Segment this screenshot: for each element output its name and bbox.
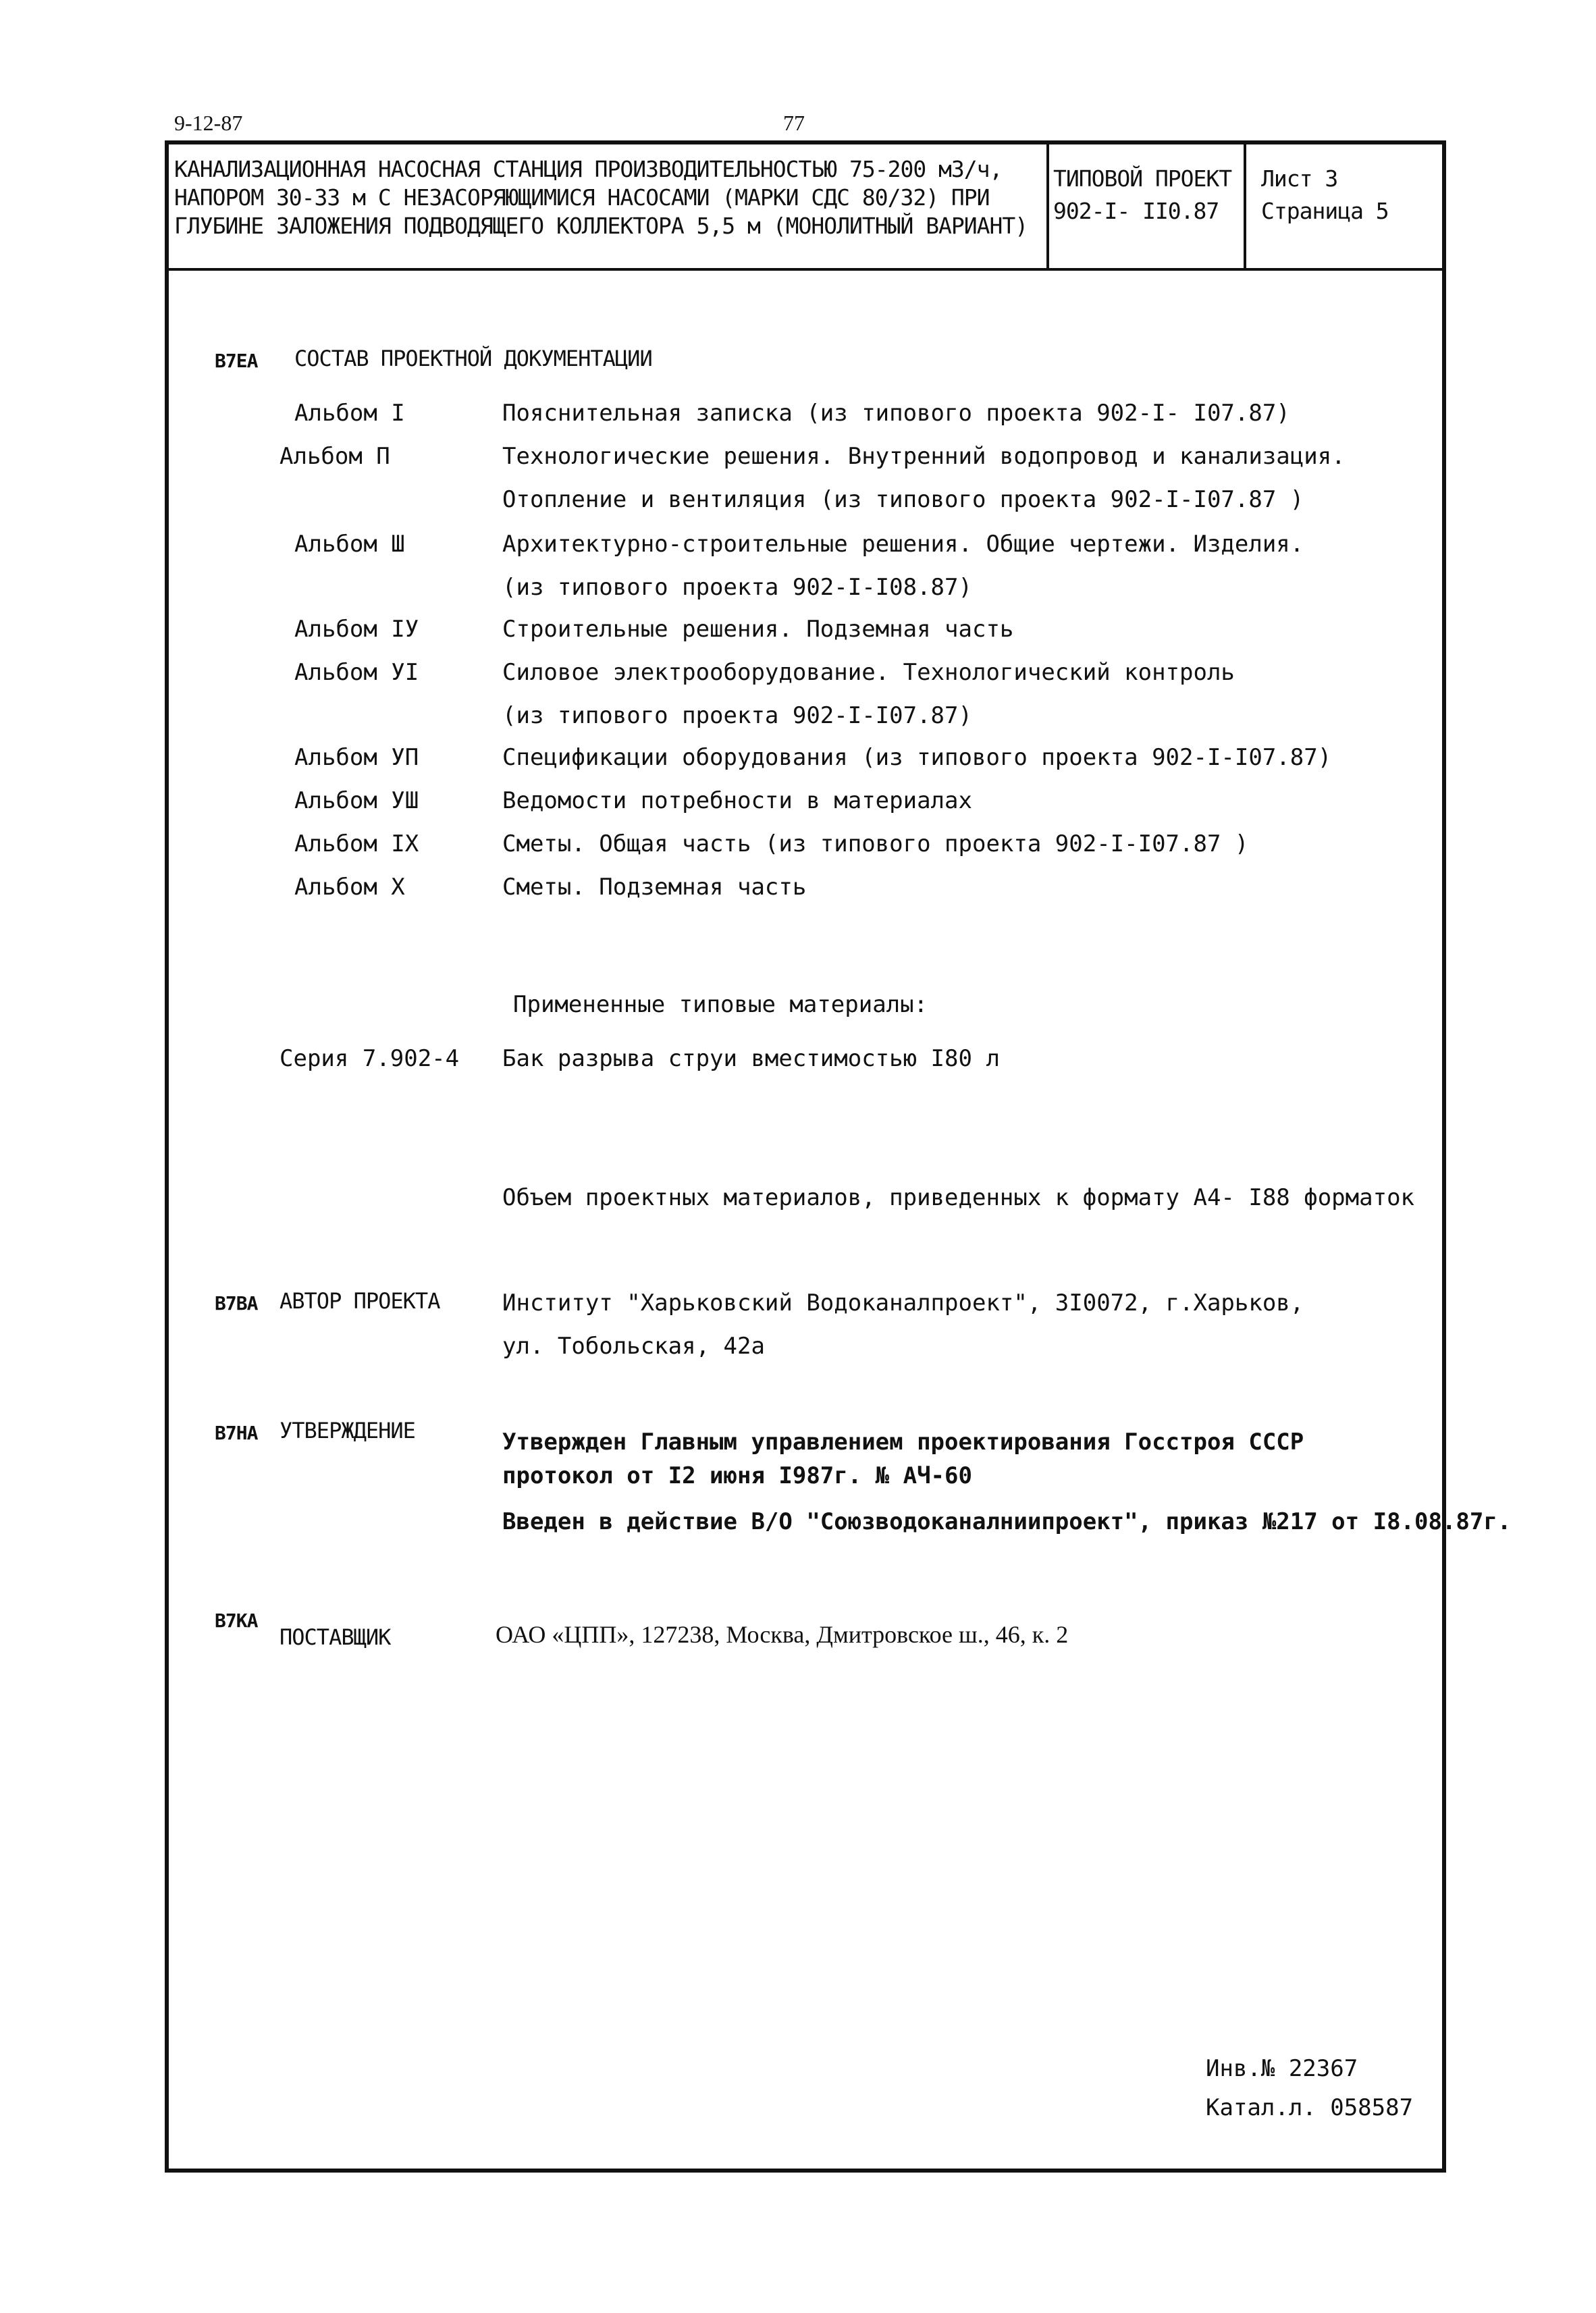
album-description: Сметы. Подземная часть — [502, 874, 807, 901]
author-line: Институт "Харьковский Водоканалпроект", 3I0072, г.Харьков, — [502, 1290, 1304, 1317]
series-label: Серия 7.902-4 — [280, 1045, 460, 1072]
sheet-number: Лист 3 — [1261, 165, 1338, 192]
album-description: Строительные решения. Подземная часть — [502, 616, 1014, 643]
approval-line: Введен в действие В/О "Союзводоканалниипроект", приказ №217 от I8.08.87г. — [502, 1508, 1512, 1535]
project-title-line: КАНАЛИЗАЦИОННАЯ НАСОСНАЯ СТАНЦИЯ ПРОИЗВОДИТЕЛЬНОСТЬЮ 75-200 м3/ч, — [174, 156, 1003, 182]
supplier-address: ОАО «ЦПП», 127238, Москва, Дмитровское ш., 46, к. 2 — [496, 1621, 1069, 1648]
page-number: 77 — [783, 111, 805, 135]
album-description: Спецификации оборудования (из типового проекта 902-I-I07.87) — [502, 744, 1332, 771]
supplier-code: В7КА — [215, 1610, 258, 1632]
album-label: Альбом УП — [294, 744, 419, 771]
album-label: Альбом УI — [294, 659, 419, 686]
title-divider — [1046, 140, 1049, 271]
project-title-line: ГЛУБИНЕ ЗАЛОЖЕНИЯ ПОДВОДЯЩЕГО КОЛЛЕКТОРА 5,5 м (МОНОЛИТНЫЙ ВАРИАНТ) — [174, 213, 1028, 239]
page-reference: Страница 5 — [1261, 198, 1389, 224]
author-line: ул. Тобольская, 42а — [502, 1333, 765, 1360]
catalog-number: Катал.л. 058587 — [1206, 2094, 1414, 2121]
album-description: (из типового проекта 902-I-I07.87) — [502, 702, 972, 729]
project-title — [174, 155, 1028, 240]
album-description: Архитектурно-строительные решения. Общие чертежи. Изделия. — [502, 531, 1304, 558]
supplier-title: ПОСТАВЩИК — [280, 1624, 391, 1650]
approval-code: В7НА — [215, 1422, 258, 1444]
album-label: Альбом УШ — [294, 787, 419, 814]
section-title: СОСТАВ ПРОЕКТНОЙ ДОКУМЕНТАЦИИ — [294, 346, 652, 371]
album-description: Ведомости потребности в материалах — [502, 787, 972, 814]
volume-note: Объем проектных материалов, приведенных к формату А4- I88 форматок — [502, 1184, 1415, 1211]
album-label: Альбом X — [294, 874, 405, 901]
section-code: В7ЕА — [215, 350, 258, 372]
approval-line: Утвержден Главным управлением проектирования Госстроя СССР — [502, 1429, 1304, 1456]
series-description: Бак разрыва струи вместимостью I80 л — [502, 1045, 1000, 1072]
author-title: АВТОР ПРОЕКТА — [280, 1288, 440, 1314]
title-divider — [1244, 140, 1246, 271]
document-code: 9-12-87 — [174, 111, 243, 135]
album-description: Силовое электрооборудование. Технологический контроль — [502, 659, 1235, 686]
album-label: Альбом IУ — [294, 616, 419, 643]
approval-title: УТВЕРЖДЕНИЕ — [280, 1418, 415, 1443]
album-description: Технологические решения. Внутренний водопровод и канализация. — [502, 443, 1346, 470]
album-description: Отопление и вентиляция (из типового проекта 902-I-I07.87 ) — [502, 486, 1304, 513]
author-code: В7ВА — [215, 1292, 258, 1314]
project-title-line: НАПОРОМ 30-33 м С НЕЗАСОРЯЮЩИМИСЯ НАСОСАМИ (МАРКИ СДС 80/32) ПРИ — [174, 184, 990, 211]
album-description: Пояснительная записка (из типового проекта 902-I- I07.87) — [502, 400, 1290, 427]
album-label: Альбом П — [280, 443, 390, 470]
album-description: (из типового проекта 902-I-I08.87) — [502, 574, 972, 601]
album-label: Альбом Ш — [294, 531, 405, 558]
album-label: Альбом IX — [294, 830, 419, 857]
inventory-number: Инв.№ 22367 — [1206, 2055, 1358, 2082]
project-label: ТИПОВОЙ ПРОЕКТ — [1053, 165, 1232, 192]
materials-heading: Примененные типовые материалы: — [513, 991, 928, 1018]
album-label: Альбом I — [294, 400, 405, 427]
album-description: Сметы. Общая часть (из типового проекта 902-I-I07.87 ) — [502, 830, 1249, 857]
approval-line: протокол от I2 июня I987г. № АЧ-60 — [502, 1462, 972, 1489]
project-number: 902-I- II0.87 — [1053, 198, 1219, 224]
